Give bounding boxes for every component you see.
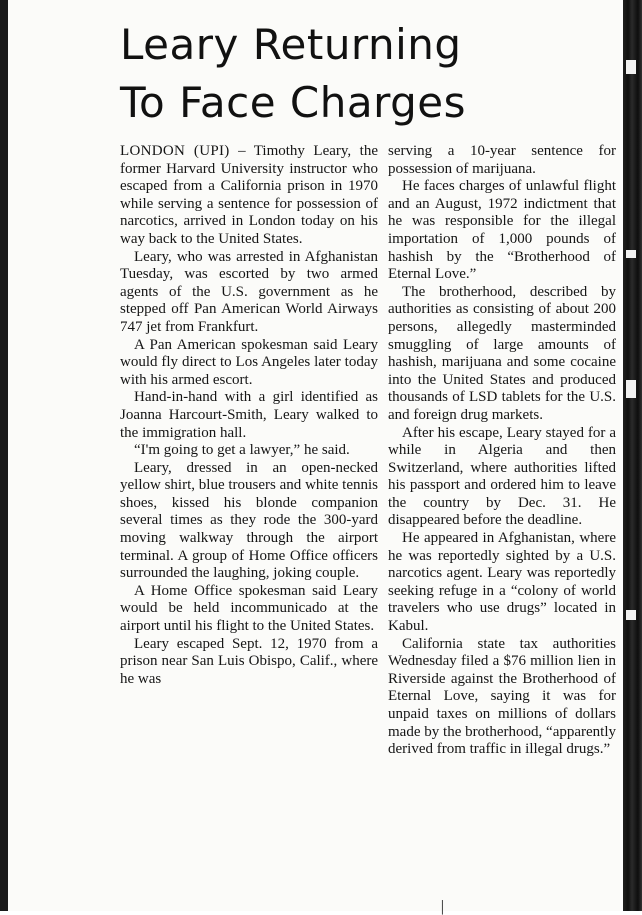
paragraph: Leary escaped Sept. 12, 1970 from a prison near San Luis Obispo, Calif., where he was [120,635,378,687]
paragraph-text: – Timothy Leary, the former Harvard University instructor who escaped from a California prison in 1970 while serving a sentence for possession of narcotics, arrived in London today on his way back to the United States. [120,143,378,247]
headline [120,16,590,132]
paragraph: Hand-in-hand with a girl identified as Joanna Harcourt-Smith, Leary walked to the immigration hall. [120,389,378,441]
paragraph: A Pan American spokesman said Leary would fly direct to Los Angeles later today with his armed escort. [120,336,378,388]
paragraph: The brotherhood, described by authorities as consisting of about 200 persons, allegedly masterminded smuggling of large amounts of hashish, marijuana and some cocaine into the United States and produced thousands of LSD tablets for the U.S. and foreign drug markets. [388,283,616,423]
paragraph: He faces charges of unlawful flight and an August, 1972 indictment that he was responsible for the illegal importation of 1,000 pounds of hashish by the “Brotherhood of Eternal Love.” [388,178,616,283]
scan-artifact-mark: │ [438,900,447,914]
article-column-right [388,143,616,759]
article-column-left [120,143,378,688]
paragraph: He appeared in Afghanistan, where he was reportedly sighted by a U.S. narcotics agent. Leary was reportedly seeking refuge in a “colony of world travelers who use drugs” located in Kabul. [388,530,616,635]
paragraph [120,143,378,249]
dateline: LONDON (UPI) [120,143,230,159]
paragraph: A Home Office spokesman said Leary would be held incommunicado at the airport until his flight to the United States. [120,582,378,635]
paragraph: “I'm going to get a lawyer,” he said. [134,442,350,459]
paragraph: California state tax authorities Wednesday filed a $76 million lien in Riverside against the Brotherhood of Eternal Love, saying it was for unpaid taxes on millions of dollars made by the brotherhood, “apparently derived from traffic in illegal drugs.” [388,635,616,758]
scan-edge-right [620,0,642,911]
scan-edge-left [0,0,8,911]
paragraph: Leary, who was arrested in Afghanistan Tuesday, was escorted by two armed agents of the U.S. government as he stepped off Pan American World Airways 747 jet from Frankfurt. [120,248,378,335]
headline-line-1: Leary Returning [120,20,462,69]
paragraph: serving a 10-year sentence for possession of marijuana. [388,143,616,177]
paragraph: Leary, dressed in an open-necked yellow shirt, blue trousers and white tennis shoes, kissed his blonde companion several times as they rode the 300-yard moving walkway through the airport terminal. A group of Home Office officers surrounded the laughing, joking couple. [120,459,378,582]
paragraph: After his escape, Leary stayed for a while in Algeria and then Switzerland, where authorities lifted his passport and ordered him to leave the country by Dec. 31. He disappeared before the deadline. [388,424,616,529]
headline-line-2: To Face Charges [120,78,466,127]
